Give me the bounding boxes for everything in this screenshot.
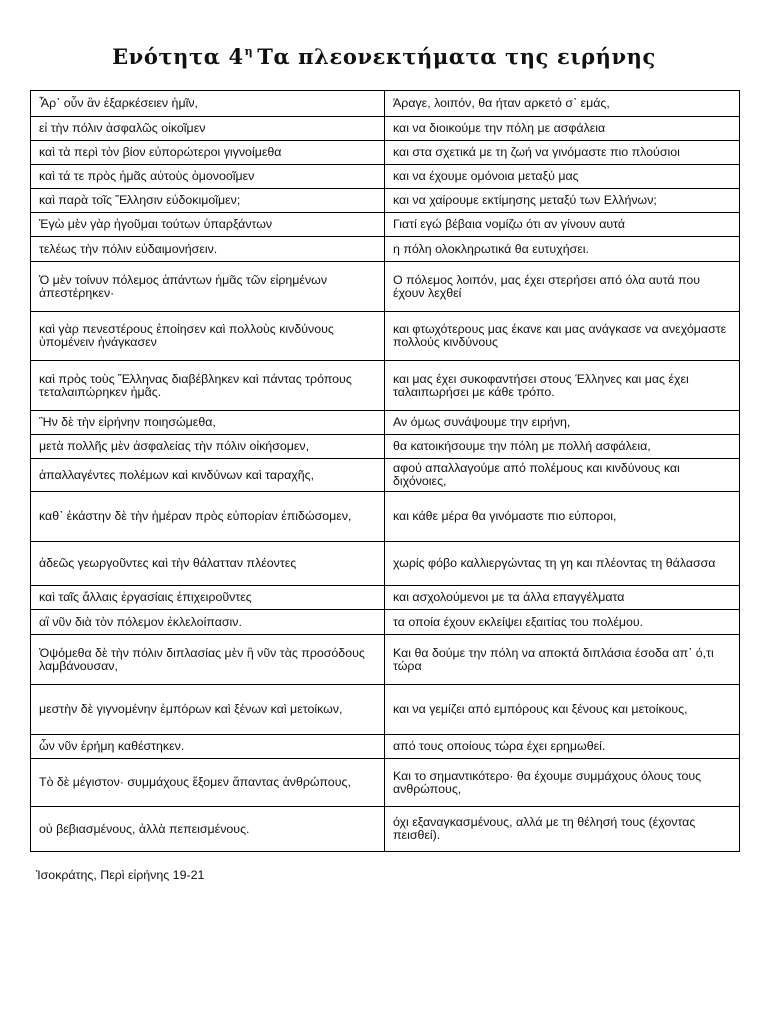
- modern-translation-cell: Άραγε, λοιπόν, θα ήταν αρκετό σ᾽ εμάς,: [385, 91, 740, 117]
- source-citation: Ἰσοκράτης, Περὶ εἰρήνης 19-21: [36, 868, 205, 882]
- ancient-text-cell: καὶ γὰρ πενεστέρους ἐποίησεν καὶ πολλοὺς κινδύνους ὑπομένειν ἠνάγκασεν: [31, 312, 385, 361]
- modern-translation-cell: η πόλη ολοκληρωτικά θα ευτυχήσει.: [385, 237, 740, 262]
- modern-translation-cell: τα οποία έχουν εκλείψει εξαιτίας του πολέμου.: [385, 610, 740, 635]
- modern-translation-cell: χωρίς φόβο καλλιεργώντας τη γη και πλέοντας τη θάλασσα: [385, 542, 740, 586]
- ancient-text-cell: καὶ τὰ περὶ τὸν βίον εὐπορώτεροι γιγνοίμεθα: [31, 141, 385, 165]
- page-title: [0, 44, 768, 69]
- ancient-text-cell: ὧν νῦν ἐρήμη καθέστηκεν.: [31, 735, 385, 759]
- modern-translation-cell: και να διοικούμε την πόλη με ασφάλεια: [385, 117, 740, 141]
- table-row: [31, 685, 740, 735]
- table-row: [31, 262, 740, 312]
- table-row: [31, 759, 740, 807]
- modern-translation-cell: και να χαίρουμε εκτίμησης μεταξύ των Ελλήνων;: [385, 189, 740, 213]
- modern-translation-cell: όχι εξαναγκασμένους, αλλά με τη θέλησή τους (έχοντας πεισθεί).: [385, 807, 740, 852]
- ancient-text-cell: Τὸ δὲ μέγιστον· συμμάχους ἕξομεν ἅπαντας ἀνθρώπους,: [31, 759, 385, 807]
- translation-table: [30, 90, 740, 852]
- modern-translation-cell: και στα σχετικά με τη ζωή να γινόμαστε πιο πλούσιοι: [385, 141, 740, 165]
- table-row: [31, 735, 740, 759]
- table-row: [31, 610, 740, 635]
- ancient-text-cell: καὶ ταῖς ἄλλαις ἐργασίαις ἐπιχειροῦντες: [31, 586, 385, 610]
- ancient-text-cell: καὶ τά τε πρὸς ἡμᾶς αὐτοὺς ὁμονοοῖμεν: [31, 165, 385, 189]
- ancient-text-cell: Ἐγὼ μὲν γὰρ ἡγοῦμαι τούτων ὑπαρξάντων: [31, 213, 385, 237]
- table-row: [31, 237, 740, 262]
- ancient-text-cell: ἀδεῶς γεωργοῦντες καὶ τὴν θάλατταν πλέοντες: [31, 542, 385, 586]
- modern-translation-cell: και φτωχότερους μας έκανε και μας ανάγκασε να ανεχόμαστε πολλούς κινδύνους: [385, 312, 740, 361]
- ancient-text-cell: αἳ νῦν διὰ τὸν πόλεμον ἐκλελοίπασιν.: [31, 610, 385, 635]
- modern-translation-cell: Και θα δούμε την πόλη να αποκτά διπλάσια έσοδα απ᾽ ό,τι τώρα: [385, 635, 740, 685]
- table-row: [31, 189, 740, 213]
- table-row: [31, 807, 740, 852]
- ancient-text-cell: οὐ βεβιασμένους, ἀλλὰ πεπεισμένους.: [31, 807, 385, 852]
- modern-translation-cell: θα κατοικήσουμε την πόλη με πολλή ασφάλεια,: [385, 435, 740, 459]
- modern-translation-cell: και μας έχει συκοφαντήσει στους Έλληνες και μας έχει ταλαιπωρήσει με κάθε τρόπο.: [385, 361, 740, 411]
- table-row: [31, 141, 740, 165]
- ancient-text-cell: ἀπαλλαγέντες πολέμων καὶ κινδύνων καὶ ταραχῆς,: [31, 459, 385, 492]
- ancient-text-cell: Ἆρ᾽ οὖν ἂν ἐξαρκέσειεν ἡμῖν,: [31, 91, 385, 117]
- ancient-text-cell: Ἢν δὲ τὴν εἰρήνην ποιησώμεθα,: [31, 411, 385, 435]
- modern-translation-cell: Και το σημαντικότερο· θα έχουμε συμμάχους όλους τους ανθρώπους,: [385, 759, 740, 807]
- ancient-text-cell: Ὀψόμεθα δὲ τὴν πόλιν διπλασίας μὲν ἢ νῦν τὰς προσόδους λαμβάνουσαν,: [31, 635, 385, 685]
- table-row: [31, 117, 740, 141]
- table-row: [31, 635, 740, 685]
- title-suffix: Τα πλεονεκτήματα της ειρήνης: [257, 44, 656, 69]
- ancient-text-cell: τελέως τὴν πόλιν εὐδαιμονήσειν.: [31, 237, 385, 262]
- modern-translation-cell: και ασχολούμενοι με τα άλλα επαγγέλματα: [385, 586, 740, 610]
- table-row: [31, 91, 740, 117]
- table-row: [31, 213, 740, 237]
- table-row: [31, 411, 740, 435]
- ancient-text-cell: Ὁ μὲν τοίνυν πόλεμος ἁπάντων ἡμᾶς τῶν εἰρημένων ἀπεστέρηκεν·: [31, 262, 385, 312]
- table-row: [31, 312, 740, 361]
- table-row: [31, 165, 740, 189]
- translation-table-body: [31, 91, 740, 852]
- modern-translation-cell: Γιατί εγώ βέβαια νομίζω ότι αν γίνουν αυτά: [385, 213, 740, 237]
- modern-translation-cell: και να έχουμε ομόνοια μεταξύ μας: [385, 165, 740, 189]
- ancient-text-cell: εἰ τὴν πόλιν ἀσφαλῶς οἰκοῖμεν: [31, 117, 385, 141]
- ancient-text-cell: καὶ παρὰ τοῖς Ἕλλησιν εὐδοκιμοῖμεν;: [31, 189, 385, 213]
- ancient-text-cell: μεστὴν δὲ γιγνομένην ἐμπόρων καὶ ξένων καὶ μετοίκων,: [31, 685, 385, 735]
- table-row: [31, 459, 740, 492]
- modern-translation-cell: Ο πόλεμος λοιπόν, μας έχει στερήσει από όλα αυτά που έχουν λεχθεί: [385, 262, 740, 312]
- title-prefix: Ενότητα 4: [112, 44, 244, 69]
- ancient-text-cell: καθ᾽ ἑκάστην δὲ τὴν ἡμέραν πρὸς εὐπορίαν ἐπιδώσομεν,: [31, 492, 385, 542]
- modern-translation-cell: αφού απαλλαγούμε από πολέμους και κινδύνους και διχόνοιες,: [385, 459, 740, 492]
- table-row: [31, 586, 740, 610]
- title-superscript: η: [244, 45, 254, 58]
- ancient-text-cell: μετὰ πολλῆς μὲν ἀσφαλείας τὴν πόλιν οἰκήσομεν,: [31, 435, 385, 459]
- modern-translation-cell: και κάθε μέρα θα γινόμαστε πιο εύποροι,: [385, 492, 740, 542]
- table-row: [31, 492, 740, 542]
- modern-translation-cell: από τους οποίους τώρα έχει ερημωθεί.: [385, 735, 740, 759]
- table-row: [31, 542, 740, 586]
- table-row: [31, 435, 740, 459]
- ancient-text-cell: καὶ πρὸς τοὺς Ἕλληνας διαβέβληκεν καὶ πάντας τρόπους τεταλαιπώρηκεν ἡμᾶς.: [31, 361, 385, 411]
- modern-translation-cell: Αν όμως συνάψουμε την ειρήνη,: [385, 411, 740, 435]
- table-row: [31, 361, 740, 411]
- modern-translation-cell: και να γεμίζει από εμπόρους και ξένους και μετοίκους,: [385, 685, 740, 735]
